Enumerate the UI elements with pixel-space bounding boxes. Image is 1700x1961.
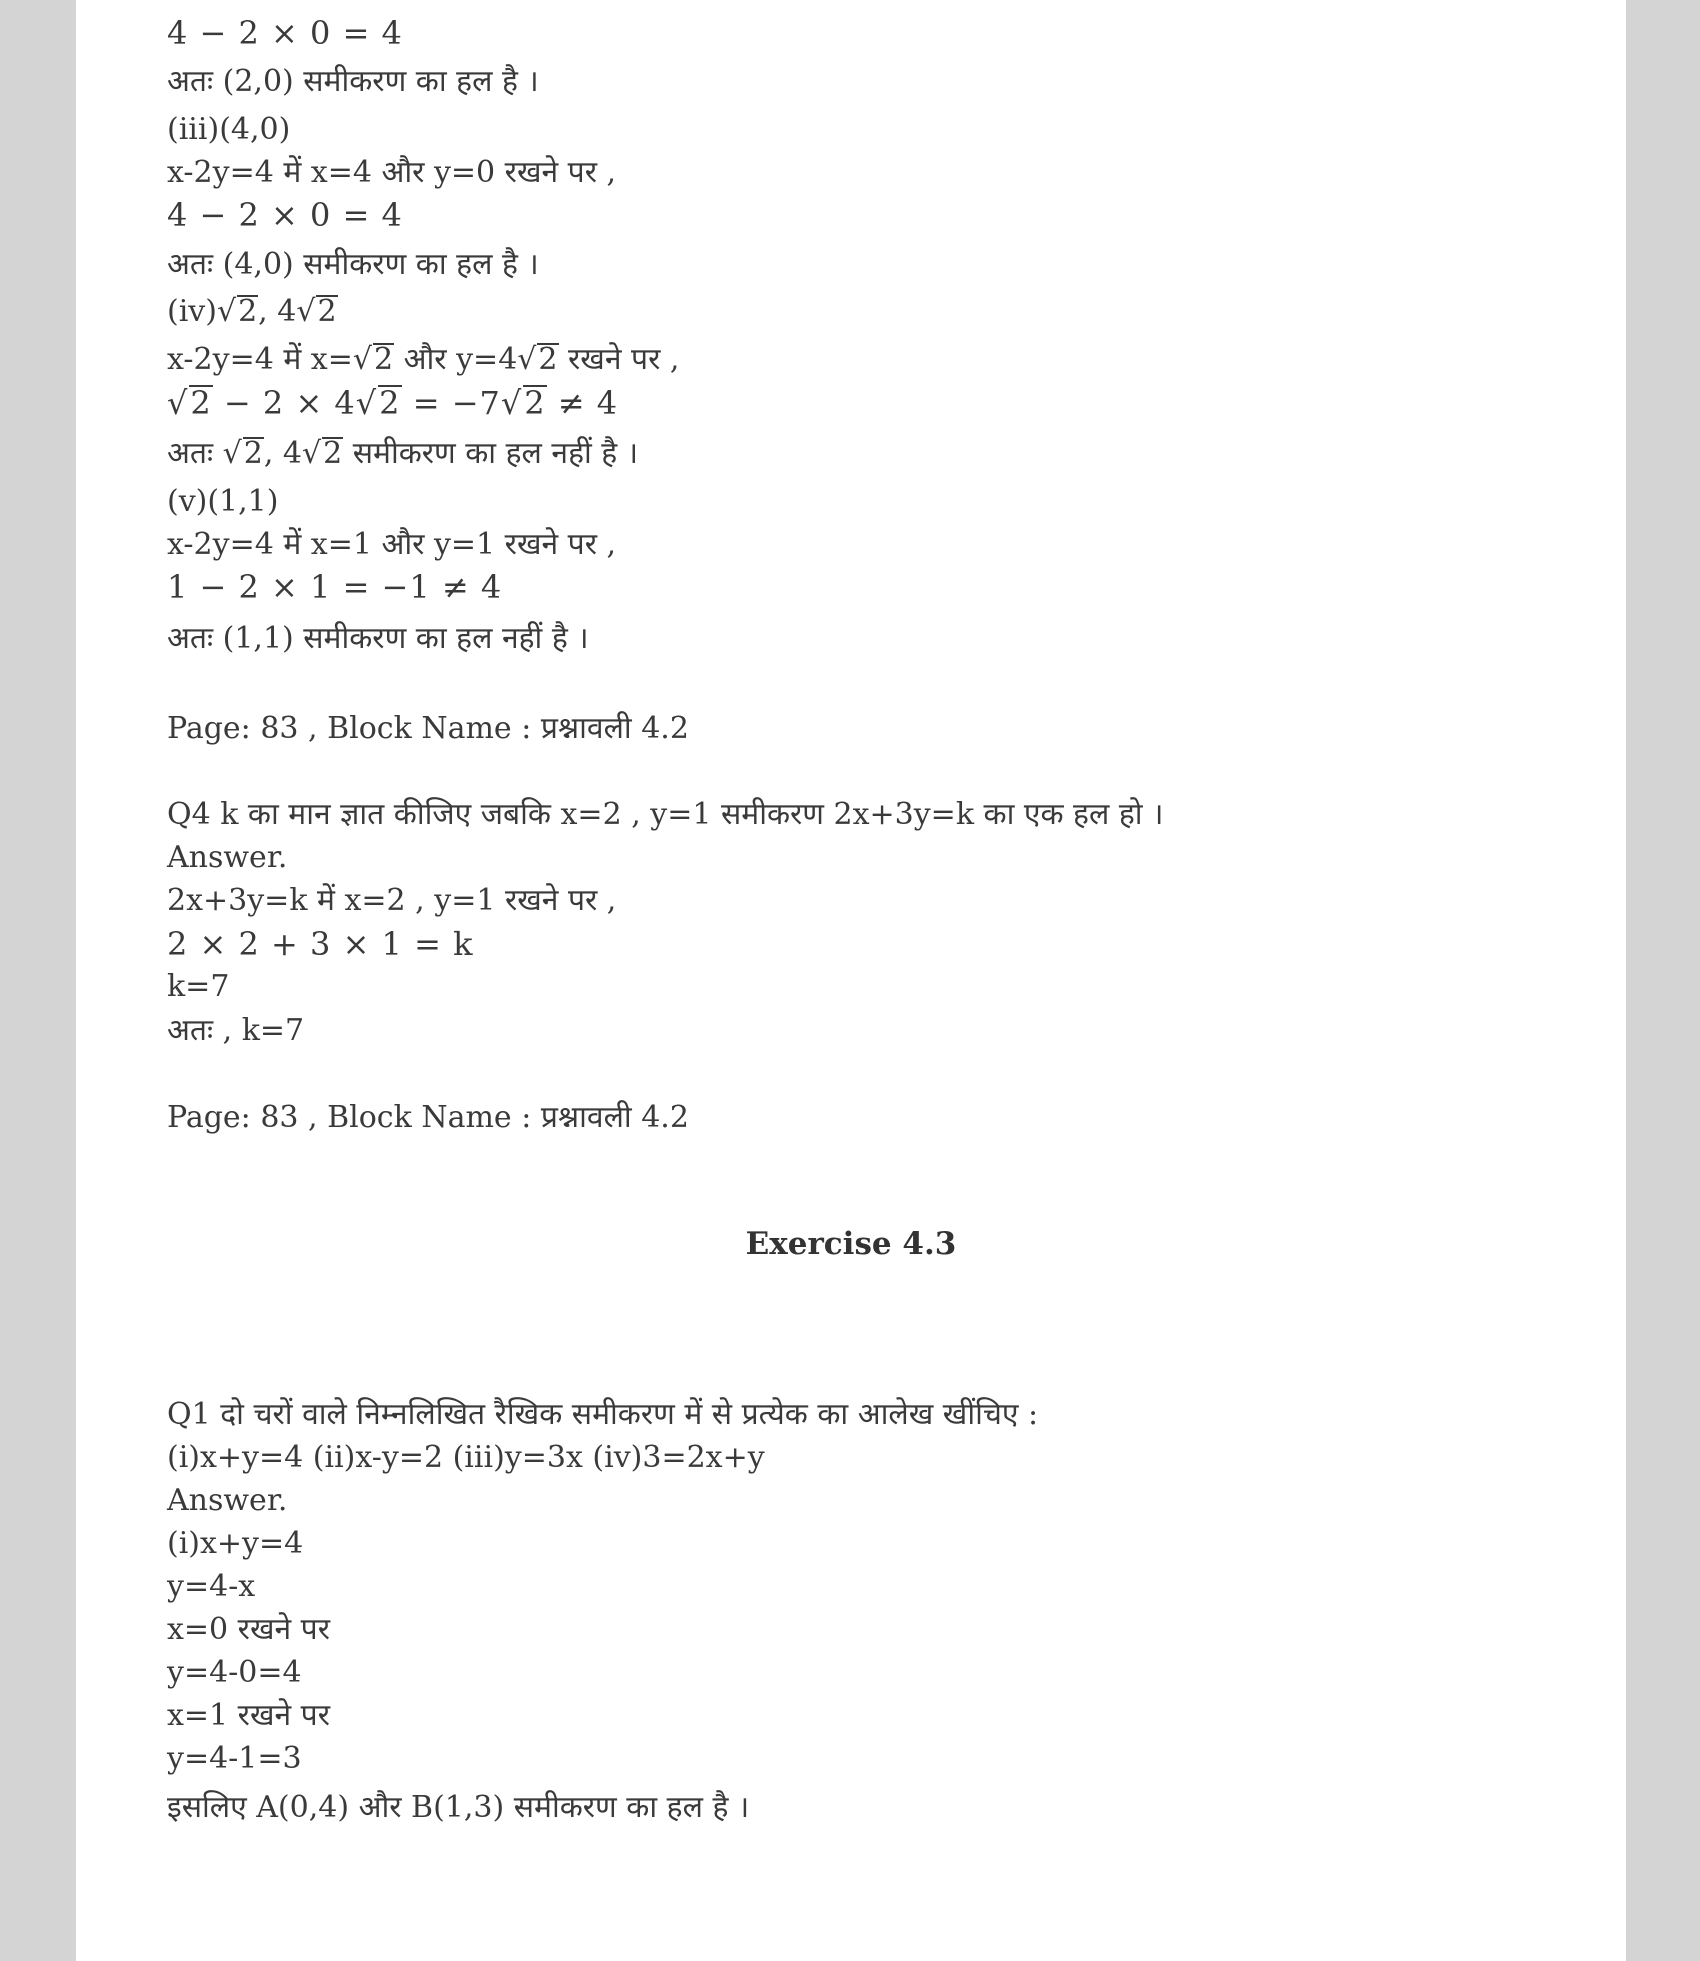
subpart-label: (i)x+y=4 [167, 1526, 304, 1561]
text-fragment: , 4√ [258, 294, 316, 329]
radicand: 2 [538, 342, 558, 377]
conclusion-line: अतः , k=7 [167, 1013, 305, 1048]
equation-line: y=4-x [167, 1569, 256, 1604]
text-fragment: = −7√ [401, 384, 523, 422]
text-fragment: ≠ 4 [546, 384, 619, 422]
equation-line [167, 383, 618, 423]
radicand: 2 [323, 436, 343, 471]
radicand: 2 [238, 294, 258, 329]
text-fragment: , 4√ [263, 436, 322, 471]
text-fragment: x-2y=4 में x=√ [167, 342, 372, 377]
substitution-line [167, 340, 679, 380]
subpart-label: (v)(1,1) [167, 484, 279, 519]
page-block-reference: Page: 83 , Block Name : प्रश्नावली 4.2 [167, 1100, 689, 1135]
answer-label: Answer. [167, 840, 288, 875]
radicand: 2 [243, 436, 263, 471]
substitution-line: x-2y=4 में x=1 और y=1 रखने पर , [167, 527, 617, 562]
equation-line: 2 × 2 + 3 × 1 = k [167, 925, 474, 963]
conclusion-line: अतः (1,1) समीकरण का हल नहीं है । [167, 621, 589, 656]
subpart-label [167, 292, 338, 332]
question-equations: (i)x+y=4 (ii)x-y=2 (iii)y=3x (iv)3=2x+y [167, 1440, 765, 1475]
equation-line: 4 − 2 × 0 = 4 [167, 196, 403, 234]
section-heading: Exercise 4.3 [745, 1226, 957, 1262]
text-fragment: √ [167, 384, 189, 422]
answer-label: Answer. [167, 1483, 288, 1518]
text-fragment: − 2 × 4√ [212, 384, 378, 422]
substitution-line: x-2y=4 में x=4 और y=0 रखने पर , [167, 155, 617, 190]
equation-line: y=4-1=3 [167, 1741, 302, 1776]
equation-line: 4 − 2 × 0 = 4 [167, 14, 403, 52]
equation-line: y=4-0=4 [167, 1655, 302, 1690]
text-fragment: रखने पर , [558, 342, 680, 377]
text-fragment: और y=4√ [394, 342, 537, 377]
question-q4: Q4 k का मान ज्ञात कीजिए जबकि x=2 , y=1 समीकरण 2x+3y=k का एक हल हो । [167, 797, 1164, 832]
text-fragment: (iv)√ [167, 294, 237, 329]
conclusion-line: इसलिए A(0,4) और B(1,3) समीकरण का हल है । [167, 1790, 750, 1825]
substitution-line: x=1 रखने पर [167, 1698, 330, 1733]
radicand: 2 [373, 342, 394, 377]
radicand: 2 [190, 384, 212, 422]
conclusion-line [167, 434, 638, 474]
document-page [76, 0, 1626, 1961]
result-line: k=7 [167, 969, 230, 1004]
conclusion-line: अतः (4,0) समीकरण का हल है । [167, 247, 539, 282]
radicand: 2 [317, 294, 337, 329]
radicand: 2 [524, 384, 546, 422]
substitution-line: x=0 रखने पर [167, 1612, 330, 1647]
text-fragment: अतः √ [167, 436, 242, 471]
text-fragment: समीकरण का हल नहीं है । [343, 436, 639, 471]
subpart-label: (iii)(4,0) [167, 112, 291, 147]
question-q1: Q1 दो चरों वाले निम्नलिखित रैखिक समीकरण में से प्रत्येक का आलेख खींचिए : [167, 1397, 1039, 1432]
radicand: 2 [379, 384, 401, 422]
substitution-line: 2x+3y=k में x=2 , y=1 रखने पर , [167, 883, 617, 918]
conclusion-line: अतः (2,0) समीकरण का हल है । [167, 64, 539, 99]
page-block-reference: Page: 83 , Block Name : प्रश्नावली 4.2 [167, 711, 689, 746]
equation-line: 1 − 2 × 1 = −1 ≠ 4 [167, 568, 503, 606]
